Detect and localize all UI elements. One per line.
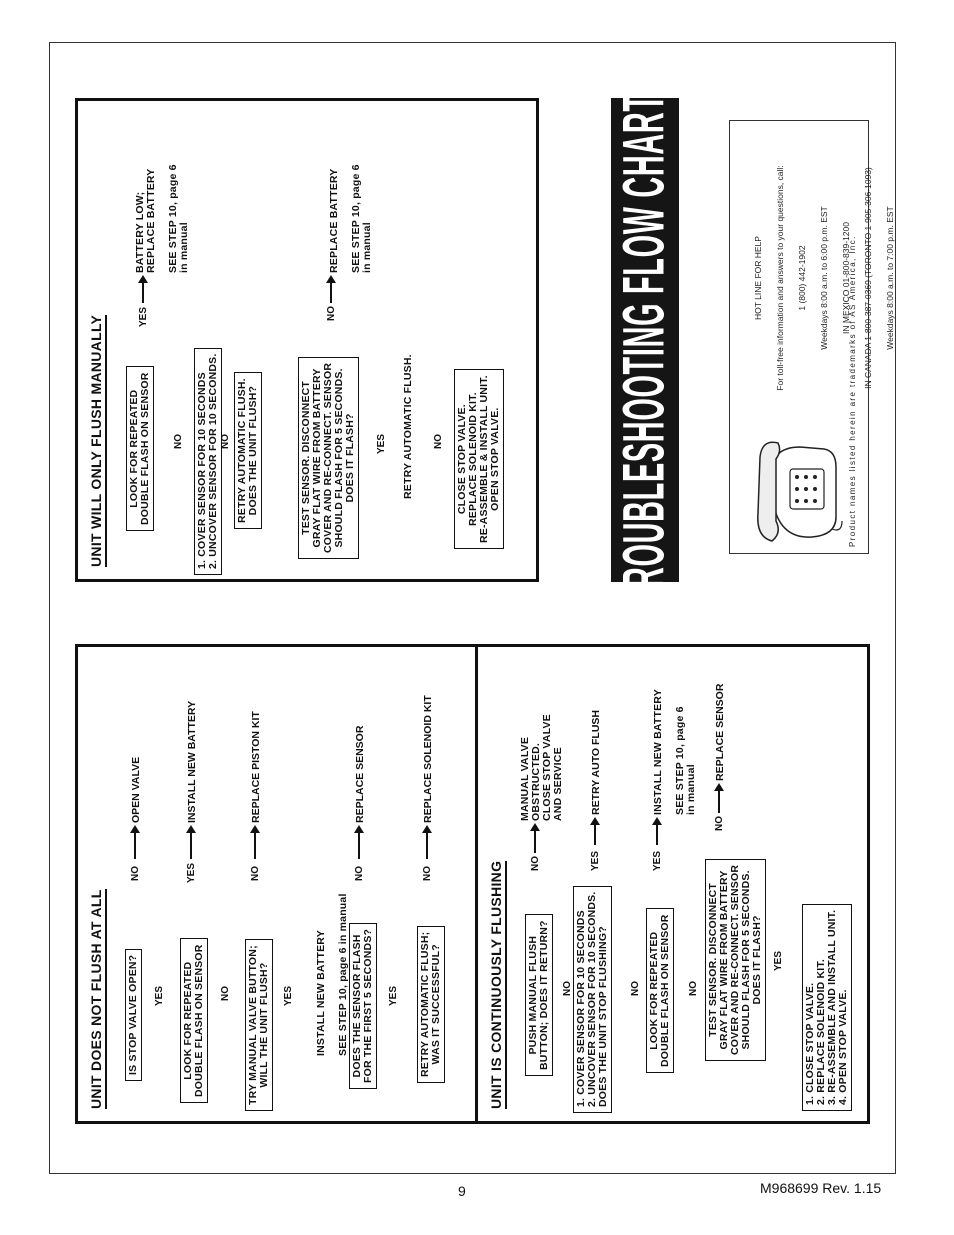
chart1-q5: RETRY AUTOMATIC FLUSH; WAS IT SUCCESSFUL? [417,926,445,1083]
chart2-no-1: NO [562,981,573,996]
chart3-final: CLOSE STOP VALVE. REPLACE SOLENOID KIT. RE-ASSEMBLE & INSTALL UNIT. OPEN STOP VALVE. [454,369,504,549]
arrow-right-icon [712,783,726,813]
chart2-q4: TEST SENSOR. DISCONNECT GRAY FLAT WIRE FROM BATTERY COVER AND RE-CONNECT. SENSOR SHOULD FLASH FOR 5 SECONDS. DOES IT FLASH? [705,859,766,1061]
chart2-no-2: NO [630,981,641,996]
chart2-no-q1: NO [530,856,541,871]
chart1-q2: LOOK FOR REPEATED DOUBLE FLASH ON SENSOR [180,938,208,1103]
chart3-no-2: NO [220,434,231,449]
chart2-install-ref: SEE STEP 10, page 6 in manual [674,706,697,815]
help-line-1: For toll-free information and answers to your questions, call: [775,165,785,391]
rotated-content [49,42,896,1174]
chart3-yes-4: YES [376,433,387,454]
chart2-q2: 1. COVER SENSOR FOR 10 SECONDS 2. UNCOVER SENSOR FOR 10 SECONDS. DOES THE UNIT STOP FLUSHING? [573,886,612,1113]
arrow-right-icon [248,825,262,859]
arrow-right-icon [324,275,338,303]
chart1-no-2: NO [220,986,231,1001]
arrow-right-icon [588,817,602,845]
page-number: 9 [458,1183,466,1199]
chart3-no-q4: NO [326,306,337,321]
chart1-install-label: INSTALL NEW BATTERY [315,930,327,1056]
chart2-q1-no-result: MANUAL VALVE OBSTRUCTED. CLOSE STOP VALVE AND SERVICE [519,714,564,821]
chart3-q4-no-result [318,164,384,273]
chart1-yes-3: YES [283,985,294,1006]
chart1-yes-1: YES [154,985,165,1006]
chart2-q3-yes-result [642,689,708,815]
telephone-icon [752,437,844,547]
help-line-5: IN CANADA 1-800-387-0369 (TORONTO 1-905-306-1093) [863,167,873,389]
chart3-step2: 1. COVER SENSOR FOR 10 SECONDS 2. UNCOVER SENSOR FOR 10 SECONDS. [194,348,222,575]
chart1-title: UNIT DOES NOT FLUSH AT ALL [88,889,107,1109]
chart1-q1: IS STOP VALVE OPEN? [125,949,142,1081]
chart2-title: UNIT IS CONTINUOUSLY FLUSHING [488,861,507,1109]
chart1-q4-no-result: REPLACE SENSOR [354,725,366,823]
troubleshooting-banner [611,73,679,607]
arrow-right-icon [650,817,664,845]
chart3-replace-label: REPLACE BATTERY [328,168,340,273]
chart1-q1-no-result: OPEN VALVE [130,756,142,823]
arrow-right-icon [136,275,150,303]
arrow-right-icon [184,825,198,859]
chart1-yes-4: YES [388,985,399,1006]
help-line-3: Weekdays 8:00 a.m. to 6:00 p.m. EST [819,206,829,350]
help-line-2: 1 (800) 442-1902 [797,245,807,311]
chart3-q3: RETRY AUTOMATIC FLUSH. DOES THE UNIT FLUSH? [234,372,262,529]
arrow-right-icon [128,825,142,859]
arrow-right-icon [528,823,542,853]
arrow-right-icon [420,825,434,859]
trademark-note: Product names listed herein are trademarks of AS America, Inc. [848,235,857,547]
chart2-final: 1. CLOSE STOP VALVE. 2. REPLACE SOLENOID KIT. 3. RE-ASSEMBLE AND INSTALL UNIT. 4. OPEN STOP VALVE. [802,904,852,1111]
chart2-no-3: NO [688,981,699,996]
chart1-no-q1: NO [130,866,141,881]
chart1-q3-no-result: REPLACE PISTON KIT [250,711,262,823]
chart3-battery-ref: SEE STEP 10, page 6 in manual [167,164,190,273]
chart3-no-5: NO [433,434,444,449]
banner-title: TROUBLESHOOTING FLOW CHARTS [612,73,677,607]
chart1-q4: DOES THE SENSOR FLASH FOR THE FIRST 5 SECONDS? [349,923,377,1089]
chart1-no-q5: NO [422,866,433,881]
chart-does-not-flush [75,644,490,1124]
chart1-install-ref: SEE STEP 10, page 6 in manual [337,893,349,1056]
chart3-no-1: NO [173,434,184,449]
chart2-install-label: INSTALL NEW BATTERY [652,689,664,815]
help-box [729,120,895,554]
chart3-title: UNIT WILL ONLY FLUSH MANUALLY [88,315,107,567]
chart1-no-q4: NO [354,866,365,881]
chart1-no-q3: NO [250,866,261,881]
chart3-replace-ref: SEE STEP 10, page 6 in manual [350,164,373,273]
arrow-right-icon [352,825,366,859]
chart1-q3: TRY MANUAL VALVE BUTTON; WILL THE UNIT FLUSH? [245,939,273,1111]
chart3-yes-q1: YES [138,306,149,327]
chart1-yes-q2: YES [186,862,197,883]
chart1-q5-no-result: REPLACE SOLENOID KIT [422,695,434,823]
chart2-q1: PUSH MANUAL FLUSH BUTTON; DOES IT RETURN? [525,914,553,1076]
chart3-step5: RETRY AUTOMATIC FLUSH. [402,354,414,499]
chart-continuously-flushing [475,644,870,1124]
chart2-yes-4: YES [773,950,784,971]
chart3-q1-yes-result [124,164,201,273]
revision-code: M968699 Rev. 1.15 [760,1180,882,1196]
chart3-q4: TEST SENSOR. DISCONNECT GRAY FLAT WIRE FROM BATTERY COVER AND RE-CONNECT. SENSOR SHOULD FLASH FOR 5 SECONDS. DOES IT FLASH? [298,357,359,559]
help-lines [742,133,907,423]
chart3-battery-label: BATTERY LOW; REPLACE BATTERY [134,168,157,273]
chart1-q2-yes-result: INSTALL NEW BATTERY [186,700,198,823]
chart2-yes-q2: YES [590,850,601,871]
chart2-q4-no-result: REPLACE SENSOR [714,683,726,781]
chart3-q1: LOOK FOR REPEATED DOUBLE FLASH ON SENSOR [126,366,154,531]
chart-only-flush-manually [75,98,539,582]
chart2-q2-yes-result: RETRY AUTO FLUSH [590,709,602,815]
help-line-6: Weekdays 8:00 a.m. to 7:00 p.m. EST [885,206,895,350]
chart2-yes-q3: YES [652,850,663,871]
chart2-no-q4: NO [714,816,725,831]
help-line-4: IN MEXICO 01-800-839-1200 [841,222,851,334]
chart2-q3: LOOK FOR REPEATED DOUBLE FLASH ON SENSOR [646,908,674,1073]
help-heading: HOT LINE FOR HELP [753,236,763,320]
